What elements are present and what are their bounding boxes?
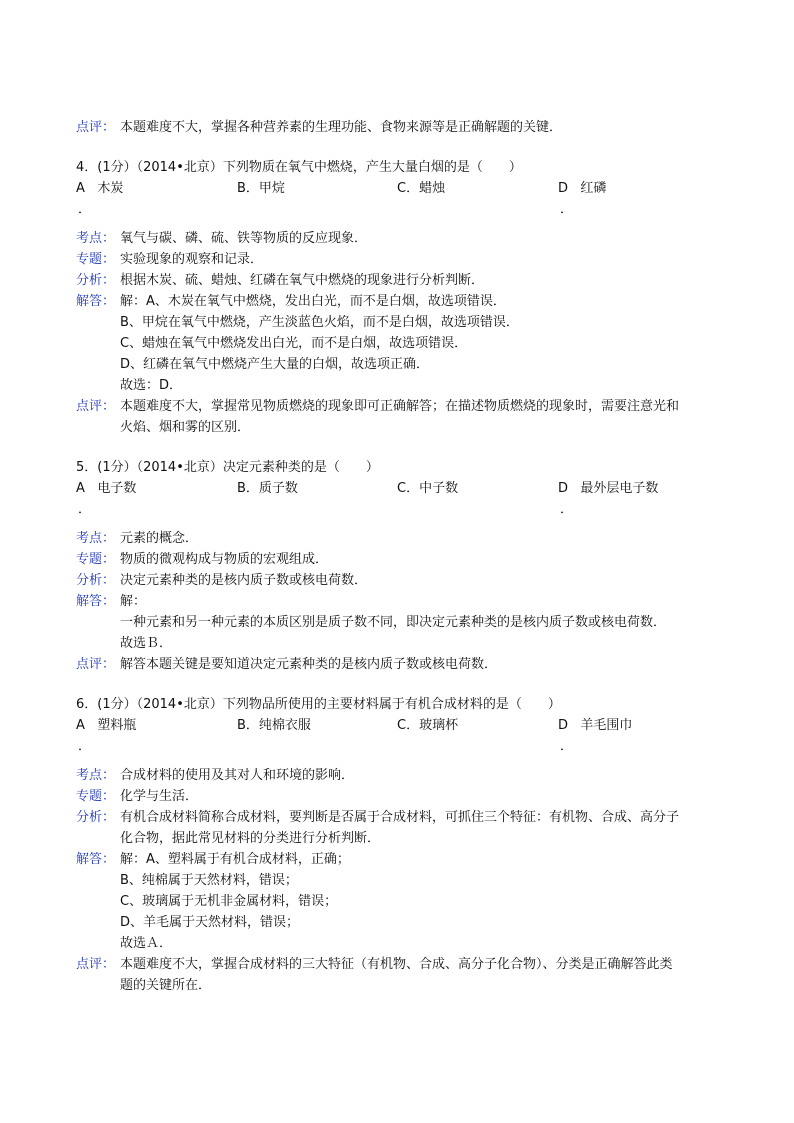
option-c: C．蜡烛: [397, 181, 446, 196]
fenxi-row: [76, 807, 726, 828]
document-page: [76, 117, 726, 996]
option-a-dot: ．: [78, 739, 92, 754]
jieda-line: C、蜡烛在氧气中燃烧发出白光，而不是白烟，故选项错误．: [120, 336, 468, 351]
question-stem-6: 6．(1分）（2014•北京）下列物品所使用的主要材料属于有机合成材料的是（ ）: [76, 697, 561, 712]
jieda-line-row: [76, 312, 726, 333]
option-a: A 木炭: [76, 181, 124, 196]
jieda-line: 故选：D．: [120, 378, 183, 393]
jieda-line: C、玻璃属于无机非金属材料，错误；: [120, 894, 338, 909]
dianping-line-row: [76, 417, 726, 438]
dianping-tag: 点评：: [76, 657, 116, 672]
jieda-line: 一种元素和另一种元素的本质区别是质子数不同，即决定元素种类的是核内质子数或核电荷数．: [120, 615, 667, 630]
jieda-row: [76, 291, 726, 312]
option-d: D 红磷: [558, 181, 607, 196]
zhuanti-text: 化学与生活．: [120, 789, 199, 804]
dianping-line: 解答本题关键是要知道决定元素种类的是核内质子数或核电荷数．: [120, 657, 498, 672]
jieda-line-row: [76, 933, 726, 954]
dianping-row: [76, 654, 726, 675]
kaodian-row: [76, 765, 726, 786]
jieda-line: B、甲烷在氧气中燃烧，产生淡蓝色火焰，而不是白烟，故选项错误．: [120, 315, 519, 330]
option-b: B．纯棉衣服: [237, 718, 311, 733]
fenxi-text: 有机合成材料简称合成材料，要判断是否属于合成材料，可抓住三个特征：有机物、合成、高分子: [120, 810, 680, 825]
kaodian-row: [76, 228, 726, 249]
fenxi-tag: 分析：: [76, 573, 116, 588]
zhuanti-tag: 专题：: [76, 789, 116, 804]
fenxi-text: 根据木炭、硫、蜡烛、红磷在氧气中燃烧的现象进行分析判断．: [120, 273, 485, 288]
option-a-dot: ．: [78, 502, 92, 517]
jieda-line-row: [76, 912, 726, 933]
option-b: B．甲烷: [237, 181, 285, 196]
jieda-line-row: [76, 891, 726, 912]
fenxi-line-row: [76, 828, 726, 849]
jieda-line-row: [76, 870, 726, 891]
dianping-row: [76, 396, 726, 417]
kaodian-text: 氧气与碳、磷、硫、铁等物质的反应现象．: [120, 231, 368, 246]
option-a-dot: ．: [78, 202, 92, 217]
option-c: C．玻璃杯: [397, 718, 459, 733]
jieda-line: 解：: [120, 594, 147, 609]
fenxi-row: [76, 570, 726, 591]
option-b: B．质子数: [237, 481, 298, 496]
jieda-line: D、红磷在氧气中燃烧产生大量的白烟，故选项正确．: [120, 357, 430, 372]
jieda-tag: 解答：: [76, 852, 116, 867]
jieda-line: 故选Ｂ．: [120, 636, 173, 651]
dianping-line: 题的关键所在．: [120, 978, 212, 993]
jieda-tag: 解答：: [76, 594, 116, 609]
zhuanti-tag: 专题：: [76, 252, 116, 267]
option-a: A 塑料瓶: [76, 718, 137, 733]
kaodian-tag: 考点：: [76, 531, 116, 546]
dianping-tag: 点评：: [76, 957, 116, 972]
jieda-line: 解：A、木炭在氧气中燃烧，发出白光，而不是白烟，故选项错误．: [120, 294, 506, 309]
fenxi-line: 化合物，据此常见材料的分类进行分析判断．: [120, 831, 381, 846]
option-d: D 最外层电子数: [558, 481, 659, 496]
jieda-line: B、纯棉属于天然材料，错误；: [120, 873, 298, 888]
jieda-line-row: [76, 633, 726, 654]
jieda-row: [76, 849, 726, 870]
zhuanti-row: [76, 249, 726, 270]
dianping-row: [76, 954, 726, 975]
fenxi-tag: 分析：: [76, 810, 116, 825]
jieda-line-row: [76, 612, 726, 633]
jieda-line-row: [76, 354, 726, 375]
fenxi-text: 决定元素种类的是核内质子数或核电荷数．: [120, 573, 368, 588]
dianping-line: 本题难度不大，掌握常见物质燃烧的现象即可正确解答；在描述物质燃烧的现象时，需要注意光和: [120, 399, 680, 414]
jieda-line: D、羊毛属于天然材料，错误；: [120, 915, 300, 930]
top-comment: [76, 117, 726, 138]
zhuanti-text: 实验现象的观察和记录．: [120, 252, 264, 267]
jieda-line: 故选Ａ．: [120, 936, 173, 951]
kaodian-text: 元素的概念．: [120, 531, 199, 546]
option-d: D 羊毛围巾: [558, 718, 633, 733]
comment-text: 本题难度不大，掌握各种营养素的生理功能、食物来源等是正确解题的关键．: [120, 120, 563, 135]
jieda-line-row: [76, 333, 726, 354]
option-c: C．中子数: [397, 481, 459, 496]
jieda-line: 解：A、塑料属于有机合成材料，正确；: [120, 852, 350, 867]
options-5: [76, 478, 726, 520]
jieda-line-row: [76, 375, 726, 396]
kaodian-row: [76, 528, 726, 549]
question-stem-4: 4．(1分）（2014•北京）下列物质在氧气中燃烧，产生大量白烟的是（ ）: [76, 160, 522, 175]
dianping-line: 火焰、烟和雾的区别．: [120, 420, 251, 435]
option-d-dot: ．: [560, 739, 574, 754]
jieda-row: [76, 591, 726, 612]
options-6: [76, 715, 726, 757]
option-d-dot: ．: [560, 202, 574, 217]
zhuanti-text: 物质的微观构成与物质的宏观组成．: [120, 552, 329, 567]
zhuanti-tag: 专题：: [76, 552, 116, 567]
kaodian-text: 合成材料的使用及其对人和环境的影响．: [120, 768, 355, 783]
option-d-dot: ．: [560, 502, 574, 517]
options-4: [76, 178, 726, 220]
comment-tag: 点评：: [76, 120, 116, 135]
kaodian-tag: 考点：: [76, 768, 116, 783]
kaodian-tag: 考点：: [76, 231, 116, 246]
dianping-line-row: [76, 975, 726, 996]
fenxi-row: [76, 270, 726, 291]
dianping-line: 本题难度不大，掌握合成材料的三大特征（有机物、合成、高分子化合物）、分类是正确解答此类: [120, 957, 673, 972]
jieda-tag: 解答：: [76, 294, 116, 309]
zhuanti-row: [76, 549, 726, 570]
zhuanti-row: [76, 786, 726, 807]
fenxi-tag: 分析：: [76, 273, 116, 288]
option-a: A 电子数: [76, 481, 137, 496]
dianping-tag: 点评：: [76, 399, 116, 414]
question-stem-5: 5．(1分）（2014•北京）决定元素种类的是（ ）: [76, 460, 379, 475]
